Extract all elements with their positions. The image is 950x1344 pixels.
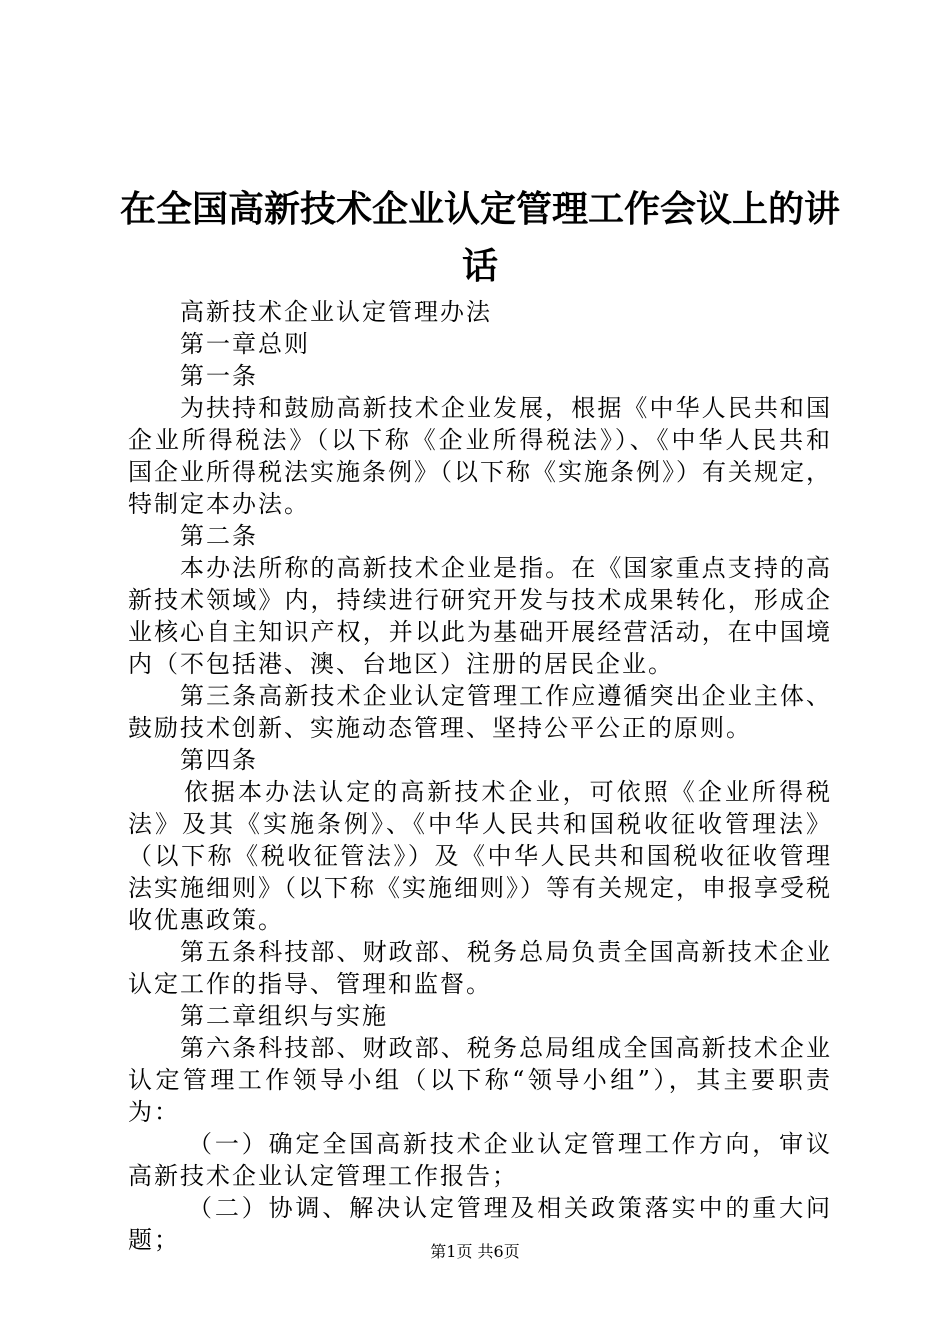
chapter-heading: 第二章组织与实施 [180, 1002, 388, 1030]
document-body [128, 296, 832, 1256]
article-heading: 第四条 [180, 746, 258, 774]
body-paragraph: 依据本办法认定的高新技术企业，可依照《企业所得税法》及其《实施条例》、《中华人民共和国税收征收管理法》（以下称《税收征管法》）及《中华人民共和国税收征收管理法实施细则》（以下称《实施细则》）等有关规定，申报享受税收优惠政策。 [128, 778, 832, 934]
body-paragraph: 第三条高新技术企业认定管理工作应遵循突出企业主体、鼓励技术创新、实施动态管理、坚持公平公正的原则。 [128, 682, 832, 742]
body-paragraph: 为扶持和鼓励高新技术企业发展，根据《中华人民共和国企业所得税法》（以下称《企业所得税法》）、《中华人民共和国企业所得税法实施条例》（以下称《实施条例》）有关规定，特制定本办法。 [128, 394, 832, 518]
body-paragraph: 本办法所称的高新技术企业是指。在《国家重点支持的高新技术领域》内，持续进行研究开发与技术成果转化，形成企业核心自主知识产权，并以此为基础开展经营活动，在中国境内（不包括港、澳、台地区）注册的居民企业。 [128, 554, 832, 678]
body-paragraph: 第六条科技部、财政部、税务总局组成全国高新技术企业认定管理工作领导小组（以下称“领导小组”），其主要职责为： [128, 1034, 832, 1126]
document-title-line-2: 话 [461, 246, 498, 287]
document-title-line-1: 在全国高新技术企业认定管理工作会议上的讲 [120, 189, 841, 230]
list-item: （一）确定全国高新技术企业认定管理工作方向，审议高新技术企业认定管理工作报告； [128, 1130, 832, 1190]
list-item: （二）协调、解决认定管理及相关政策落实中的重大问题； [128, 1194, 832, 1254]
article-heading: 第一条 [180, 362, 258, 390]
subtitle-paragraph: 高新技术企业认定管理办法 [180, 298, 492, 326]
body-paragraph: 第五条科技部、财政部、税务总局负责全国高新技术企业认定工作的指导、管理和监督。 [128, 938, 832, 998]
article-heading: 第二条 [180, 522, 258, 550]
page-footer: 第1页 共6页 [430, 1242, 520, 1261]
chapter-heading: 第一章总则 [180, 330, 310, 358]
